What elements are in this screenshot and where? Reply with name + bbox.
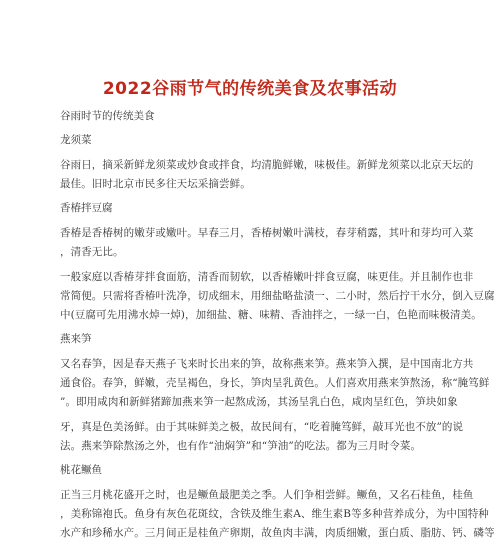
paragraph (60, 418, 464, 456)
paragraph-line: 中(豆腐可先用沸水焯一焯)，加细盐、糖、味精、香油拌之，一绿一白，色艳而味极清美。 (60, 309, 482, 321)
paragraph-line: ”。即用咸肉和新鲜猪蹄加燕来笋一起熬成汤，其汤呈乳白色，咸肉呈红色，笋块如象 (60, 396, 458, 408)
paragraph-line: 法。燕来笋除熬汤之外，也有作“油焖笋”和“笋油”的吃法。都为三月时令菜。 (60, 440, 422, 452)
section-heading: 桃花鳜鱼 (60, 464, 102, 476)
paragraph-line: 水产和珍稀水产。三月间正是桂鱼产卵期，故鱼肉丰满，肉质细嫩，蛋白质、脂肪、钙、磷等 (60, 527, 495, 539)
section-heading: 谷雨时节的传统美食 (60, 110, 155, 122)
paragraph-line: 香椿是香椿树的嫩芽或嫩叶。早春三月，香椿树嫩叶满枝，春芽稍露，其叶和芽均可入菜 (60, 227, 474, 239)
paragraph (60, 268, 495, 325)
paragraph (60, 486, 495, 543)
paragraph-line: 最佳。旧时北京市民多往天坛采摘尝鲜。 (60, 178, 251, 190)
section-heading: 龙须菜 (60, 134, 92, 146)
paragraph-line: 一般家庭以香椿芽拌食面筋，清香而韧软，以香椿嫩叶拌食豆腐，味更佳。并且制作也非 (60, 271, 474, 283)
paragraph (60, 355, 490, 412)
section-heading: 香椿拌豆腐 (60, 202, 113, 214)
document-title: 2022谷雨节气的传统美食及农事活动 (102, 79, 398, 99)
paragraph (60, 224, 474, 262)
paragraph-line: ，美称锦袍氏。鱼身有灰色花斑纹，含铁及维生素A、维生素B等多种营养成分，为中国特种 (60, 508, 489, 520)
document-body (60, 108, 495, 549)
paragraph-line: 常简便。只需将香椿叶洗净，切成细末，用细盐略盐渍一、二小时，然后拧干水分，倒入豆腐 (60, 290, 495, 302)
paragraph-line: 牙，真是色美汤鲜。由于其味鲜美之极，故民间有，“吃着腌笃鲜，敲耳光也不放”的说 (60, 421, 464, 433)
paragraph-line: 正当三月桃花盛开之时，也是鳜鱼最肥美之季。人们争相尝鲜。鳜鱼，又名石桂鱼，桂鱼 (60, 489, 474, 501)
paragraph-line: 谷雨日，摘采新鲜龙须菜或炒食或拌食，均清脆鲜嫩，味极佳。新鲜龙须菜以北京天坛的 (60, 159, 474, 171)
paragraph (60, 156, 474, 194)
section-heading: 燕来笋 (60, 333, 92, 345)
paragraph-line: ，清香无比。 (60, 246, 124, 258)
paragraph-line: 通食俗。春笋，鲜嫩，壳呈褐色，身长，笋肉呈乳黄色。人们喜欢用燕来笋熬汤，称“腌笃鲜 (60, 377, 490, 389)
paragraph-line: 又名春笋，因是春天燕子飞来时长出来的笋，故称燕来笋。燕来笋入撰，是中国南北方共 (60, 358, 474, 370)
